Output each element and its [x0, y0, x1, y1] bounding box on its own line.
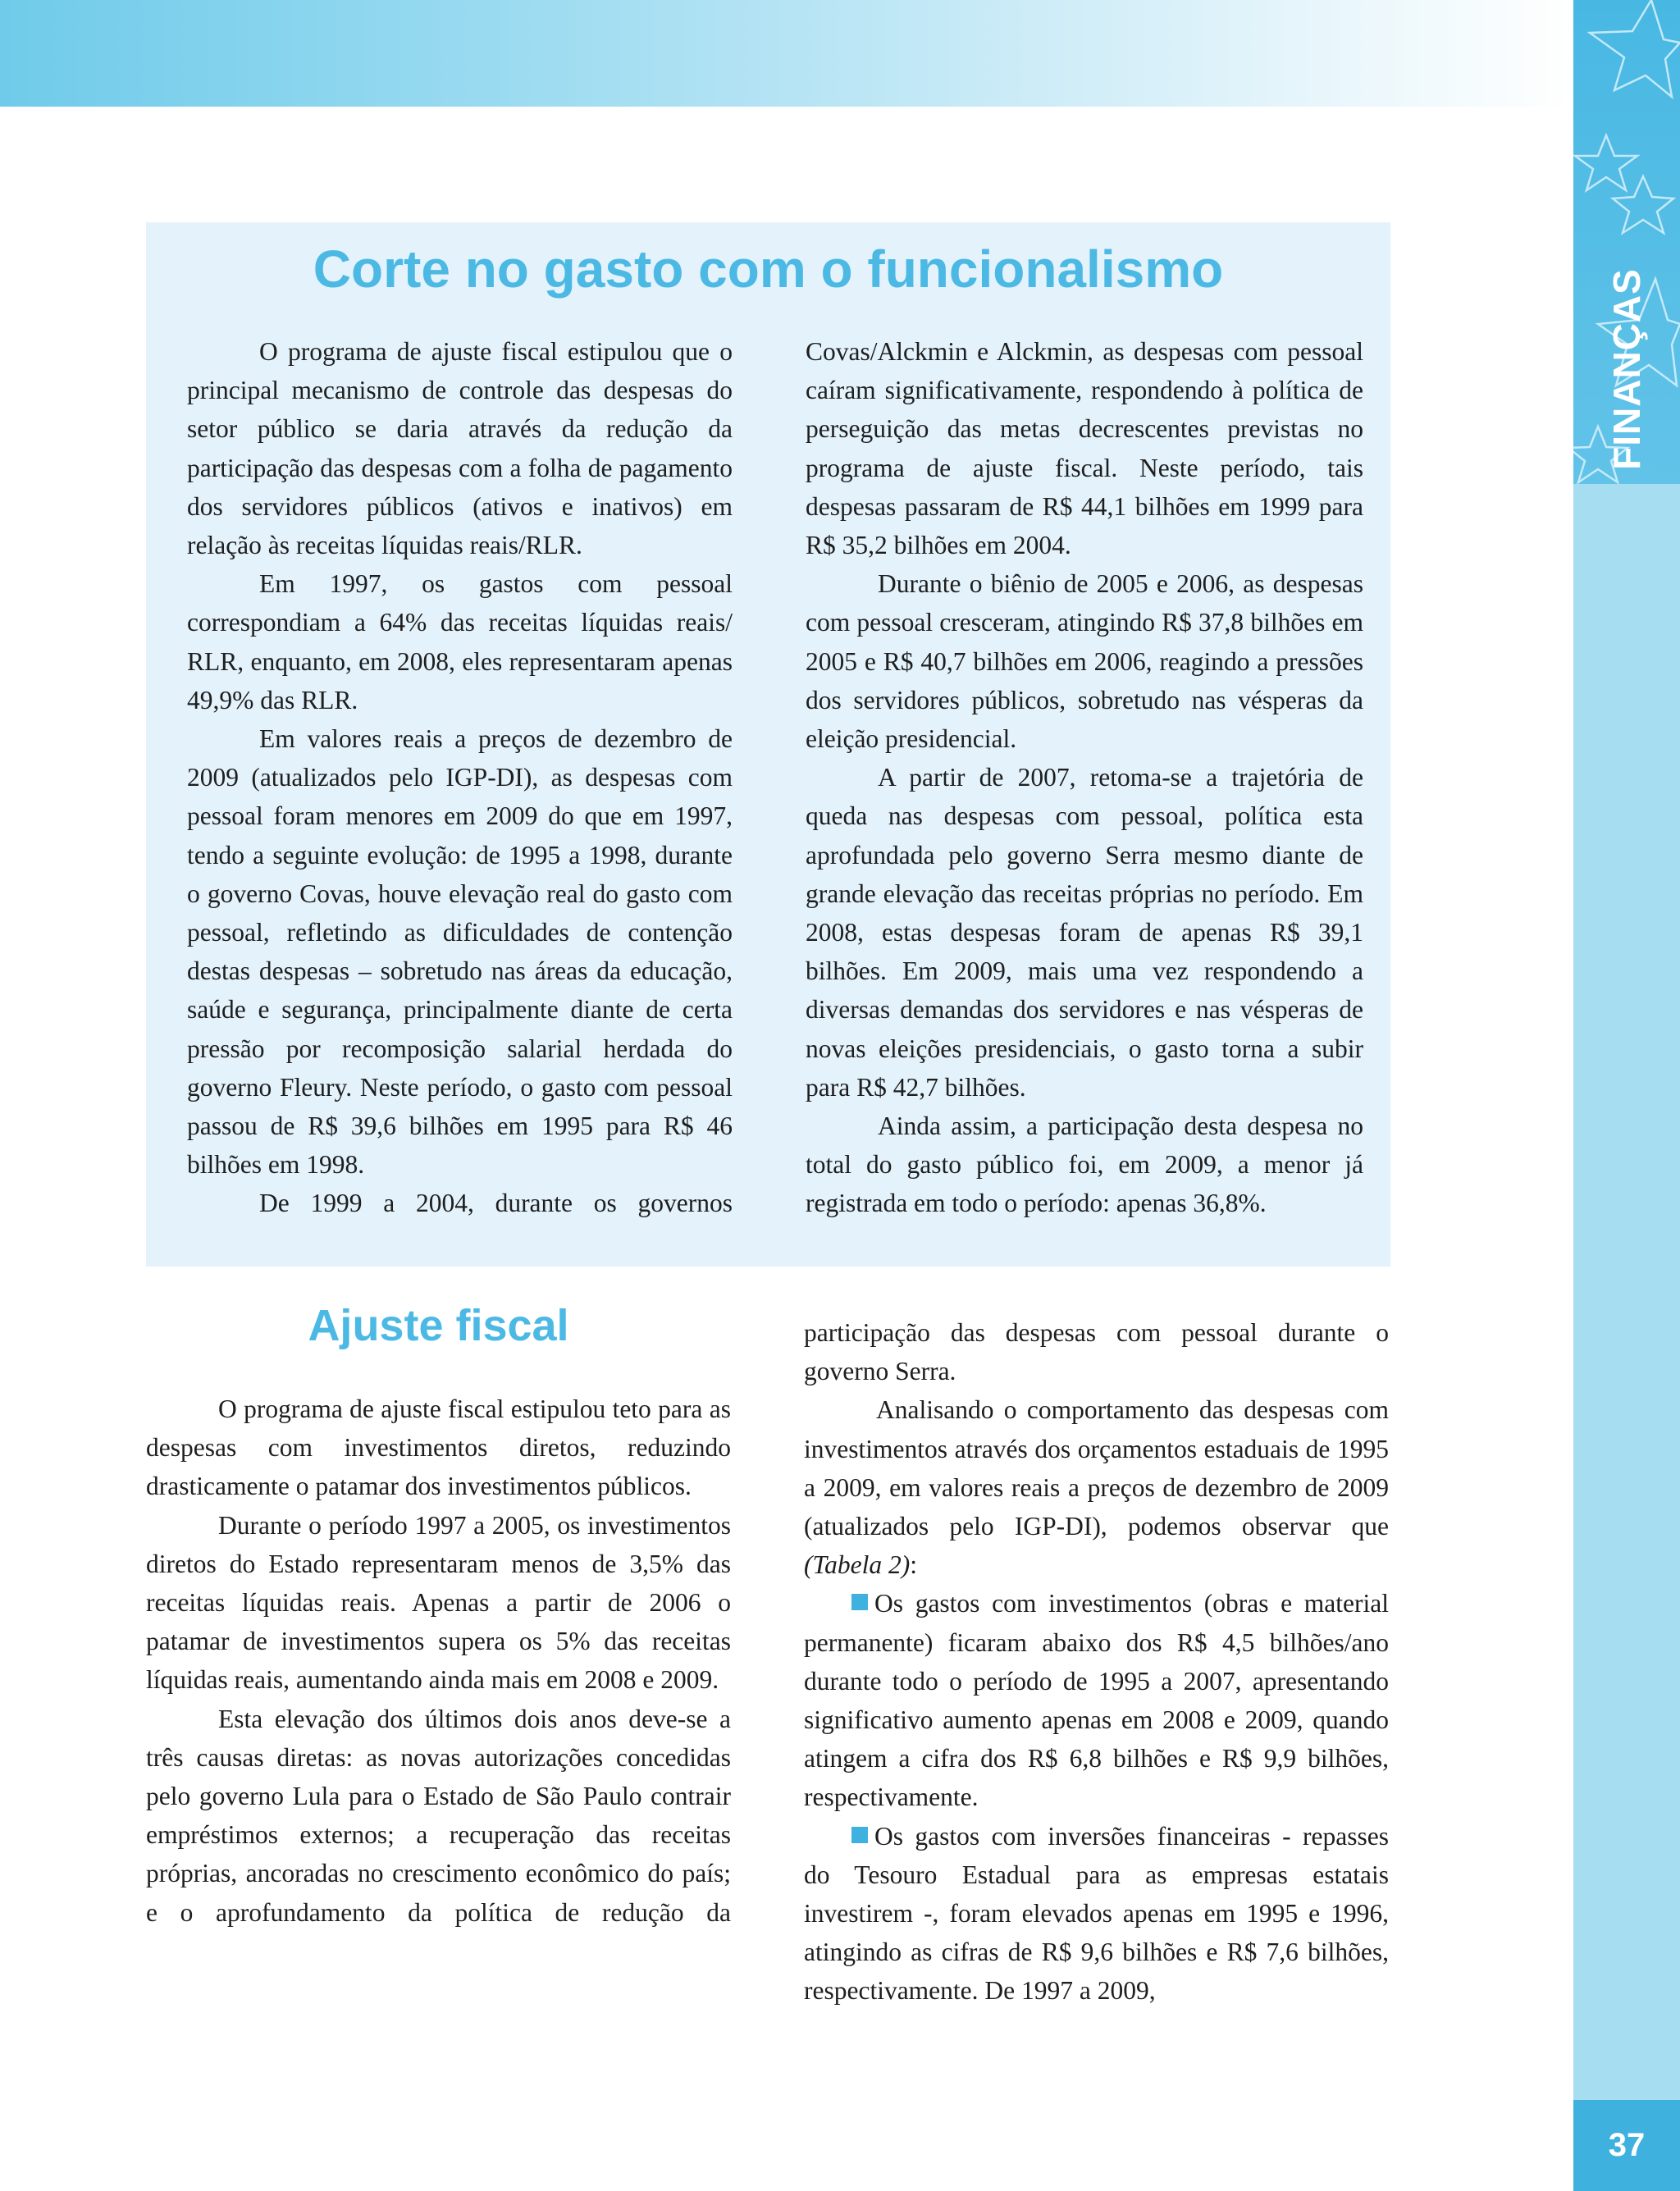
table-reference: (Tabela 2): [804, 1550, 911, 1580]
paragraph: Durante o biênio de 2005 e 2006, as despesas com pessoal cresceram, atingindo R$ 37,8 bilhões em 2005 e R$ 40,7 bilhões em 2006, reagindo a pressões dos servidores públicos, sobretudo nas vésperas da eleição presidencial.: [806, 569, 1363, 754]
bullet-item: [804, 1817, 1389, 2011]
ajuste-column-right: [804, 1313, 1389, 2011]
bullet-item: [804, 1584, 1389, 1816]
paragraph: Ainda assim, a participação desta despesa no total do gasto público foi, em 2009, a menor já registrada em todo o período: apenas 36,8%.: [806, 1111, 1363, 1218]
paragraph: Em valores reais a preços de dezembro de 2009 (atualizados pelo IGP-DI), as despesas com pessoal foram menores em 2009 do que em 1997, tendo a seguinte evolução: de 1995 a 1998, durante o governo Covas, houve elevação real do gasto com pessoal, refletindo as dificuldades de contenção destas despesas – sobretudo nas áreas da educação, saúde e segurança, principalmente diante de certa pressão por recomposição salarial herdada do governo Fleury. Neste período, o gasto com pessoal passou de R$ 39,6 bilhões em 1995 para R$ 46 bilhões em 1998.: [187, 724, 733, 1180]
section-label-text: FINANÇAS: [1605, 268, 1649, 470]
page-number-box: [1573, 2100, 1680, 2191]
square-bullet-icon: [851, 1594, 868, 1610]
feature-title: Corte no gasto com o funcionalismo: [313, 240, 1224, 299]
paragraph: Esta elevação dos últimos dois anos deve-se a três causas diretas: as novas autorizações concedidas pelo governo Lula para o Estado de São Paulo contrair empréstimos externos; a recuperação das receitas próprias, ancoradas no crescimento econômico do país; e o aprofundamento da política de redução da: [146, 1704, 731, 1927]
paragraph: A partir de 2007, retoma-se a trajetória de queda nas despesas com pessoal, política esta aprofundada pelo governo Serra mesmo diante de grande elevação das receitas próprias no período. Em 2008, estas despesas foram de apenas R$ 39,1 bilhões. Em 2009, mais uma vez respondendo a diversas demandas dos servidores e nas vésperas de novas eleições presidenciais, o gasto torna a subir para R$ 42,7 bilhões.: [806, 763, 1363, 1102]
feature-box: [146, 222, 1390, 1267]
paragraph-continuation: participação das despesas com pessoal durante o governo Serra.: [804, 1318, 1389, 1386]
paragraph: De 1999 a 2004, durante os governos: [259, 1189, 733, 1218]
paragraph-end: :: [910, 1550, 917, 1580]
side-strip: [1573, 0, 1680, 2191]
paragraph-continuation: Covas/Alckmin e Alckmin, as despesas com pessoal caíram significativamente, respondendo à política de perseguição das metas decrescentes previstas no programa de ajuste fiscal. Neste período, tais despesas passaram de R$ 44,1 bilhões em 1999 para R$ 35,2 bilhões em 2004.: [806, 337, 1363, 560]
section-title: Ajuste fiscal: [308, 1301, 569, 1350]
feature-column-left: [187, 332, 733, 1223]
paragraph: Em 1997, os gastos com pessoal correspondiam a 64% das receitas líquidas reais/ RLR, enquanto, em 2008, eles representaram apenas 49,9% das RLR.: [187, 569, 733, 714]
bullet-text: Os gastos com investimentos (obras e material permanente) ficaram abaixo dos R$ 4,5 bilhões/ano durante todo o período de 1995 a 2007, apresentando significativo aumento apenas em 2008 e 2009, quando atingem a cifra dos R$ 6,8 bilhões e R$ 9,9 bilhões, respectivamente.: [804, 1589, 1389, 1812]
paragraph-text: Analisando o comportamento das despesas com investimentos através dos orçamentos estaduais de 1995 a 2009, em valores reais a preços de dezembro de 2009 (atualizados pelo IGP-DI), podemos observar que: [804, 1395, 1389, 1541]
paragraph: O programa de ajuste fiscal estipulou que o principal mecanismo de controle das despesas do setor público se daria através da redução da participação das despesas com a folha de pagamento dos servidores públicos (ativos e inativos) em relação às receitas líquidas reais/RLR.: [187, 337, 733, 560]
bullet-text: Os gastos com inversões financeiras - repasses do Tesouro Estadual para as empresas estatais investirem -, foram elevados apenas em 1995 e 1996, atingindo as cifras de R$ 9,6 bilhões e R$ 7,6 bilhões, respectivamente. De 1997 a 2009,: [804, 1821, 1389, 2006]
paragraph: O programa de ajuste fiscal estipulou teto para as despesas com investimentos diretos, reduzindo drasticamente o patamar dos investimentos públicos.: [146, 1394, 731, 1501]
page-number: 37: [1608, 2127, 1646, 2163]
ajuste-column-left: [146, 1390, 731, 1932]
section-label: [1586, 268, 1668, 470]
top-banner: [0, 0, 1573, 107]
square-bullet-icon: [851, 1827, 868, 1843]
paragraph: [804, 1390, 1389, 1584]
side-tab-header: [1573, 0, 1680, 484]
feature-column-right: [806, 332, 1363, 1223]
paragraph: Durante o período 1997 a 2005, os investimentos diretos do Estado representaram menos de 3,5% das receitas líquidas reais. Apenas a partir de 2006 o patamar de investimentos supera os 5% das receitas líquidas reais, aumentando ainda mais em 2008 e 2009.: [146, 1510, 731, 1695]
